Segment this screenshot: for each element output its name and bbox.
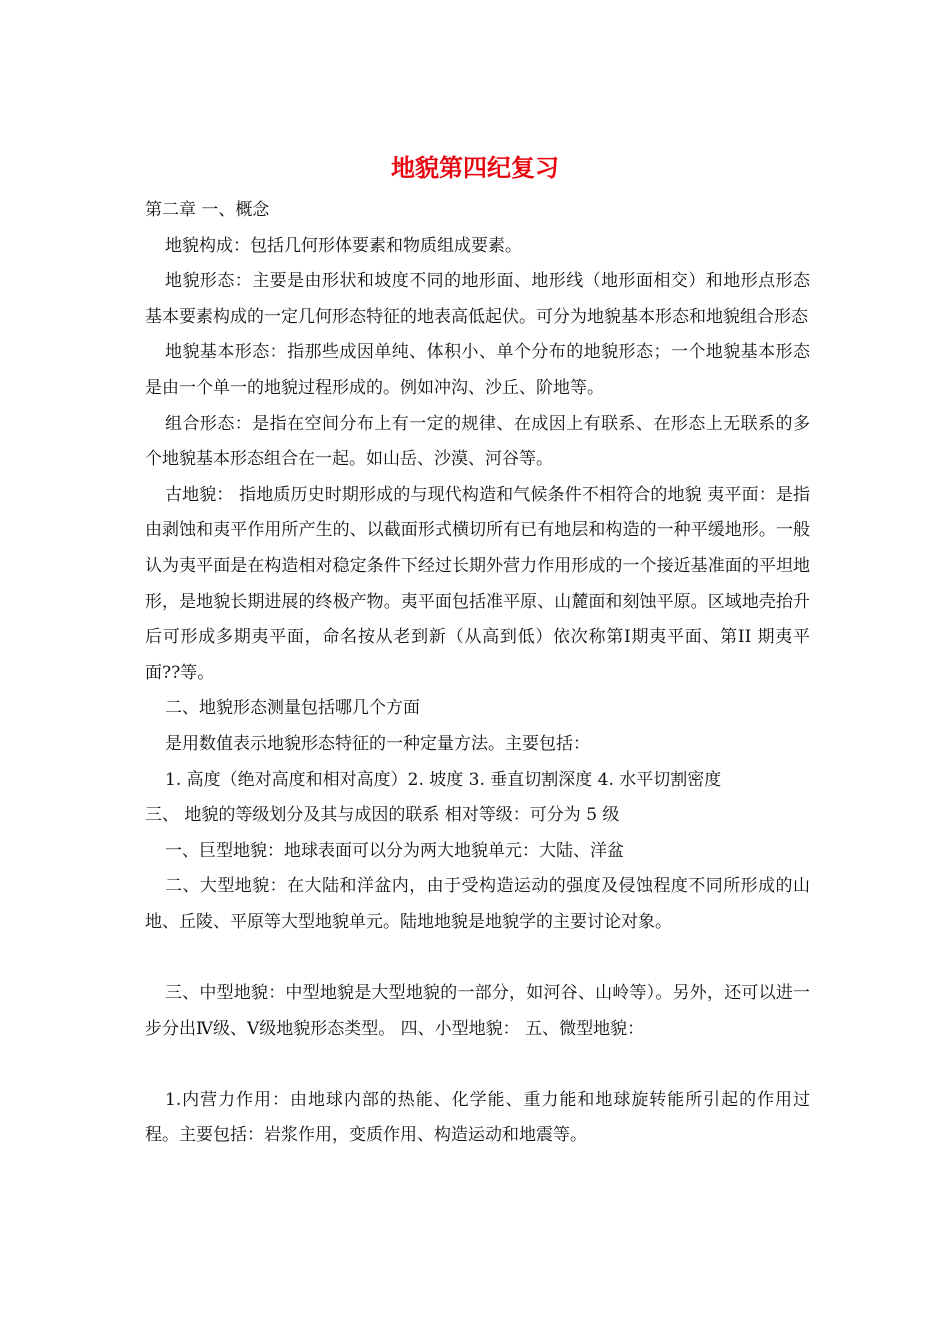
paragraph-measurement-list: 1. 高度（绝对高度和相对高度）2. 坡度 3. 垂直切割深度 4. 水平切割密度 (165, 769, 722, 790)
paragraph-large-landform: 二、大型地貌：在大陆和洋盆内，由于受构造运动的强度及侵蚀程度不同所形成的山地、丘陵、平原等大型地貌单元。陆地地貌是地貌学的主要讨论对象。 (145, 876, 810, 932)
document-title: 地貌第四纪复习 (391, 153, 559, 182)
document-body (145, 193, 810, 1154)
chapter-heading: 第二章 一、概念 (145, 200, 270, 220)
paragraph-paleo-landform: 古地貌： 指地质历史时期形成的与现代构造和气候条件不相符合的地貌 夷平面：是指由剥蚀和夷平作用所产生的、以截面形式横切所有已有地层和构造的一种平缓地形。一般认为夷平面是在构造相对稳定条件下经过长期外营力作用形成的一个接近基准面的平坦地形，是地貌长期进展的终极产物。夷平面包括准平原、山麓面和刻蚀平原。区域地壳抬升后可形成多期夷平面，命名按从老到新（从高到低）依次称第Ⅰ期夷平面、第II 期夷平面??等。 (145, 484, 810, 683)
paragraph-endogenic-forces: 1.内营力作用：由地球内部的热能、化学能、重力能和地球旋转能所引起的作用过程。主要包括：岩浆作用，变质作用、构造运动和地震等。 (145, 1089, 810, 1146)
section-heading-classification: 三、 地貌的等级划分及其与成因的联系 相对等级：可分为 5 级 (145, 805, 620, 826)
paragraph-combined-morphology: 组合形态：是指在空间分布上有一定的规律、在成因上有联系、在形态上无联系的多个地貌基本形态组合在一起。如山岳、沙漠、河谷等。 (145, 413, 810, 470)
paragraph-landform-composition: 地貌构成：包括几何形体要素和物质组成要素。 (165, 235, 522, 256)
paragraph-basic-morphology: 地貌基本形态：指那些成因单纯、体积小、单个分布的地貌形态；一个地貌基本形态是由一个单一的地貌过程形成的。例如冲沟、沙丘、阶地等。 (145, 342, 810, 398)
section-heading-measurement: 二、地貌形态测量包括哪几个方面 (165, 698, 420, 719)
paragraph-landform-morphology: 地貌形态：主要是由形状和坡度不同的地形面、地形线（地形面相交）和地形点形态基本要素构成的一定几何形态特征的地表高低起伏。可分为地貌基本形态和地貌组合形态 (145, 271, 810, 327)
paragraph-giant-landform: 一、巨型地貌：地球表面可以分为两大地貌单元：大陆、洋盆 (165, 840, 624, 861)
paragraph-medium-landform: 三、中型地貌：中型地貌是大型地貌的一部分，如河谷、山岭等）。另外，还可以进一步分出Ⅳ级、Ⅴ级地貌形态类型。 四、小型地貌： 五、微型地貌： (145, 983, 810, 1039)
paragraph-measurement-intro: 是用数值表示地貌形态特征的一种定量方法。主要包括： (165, 733, 590, 754)
